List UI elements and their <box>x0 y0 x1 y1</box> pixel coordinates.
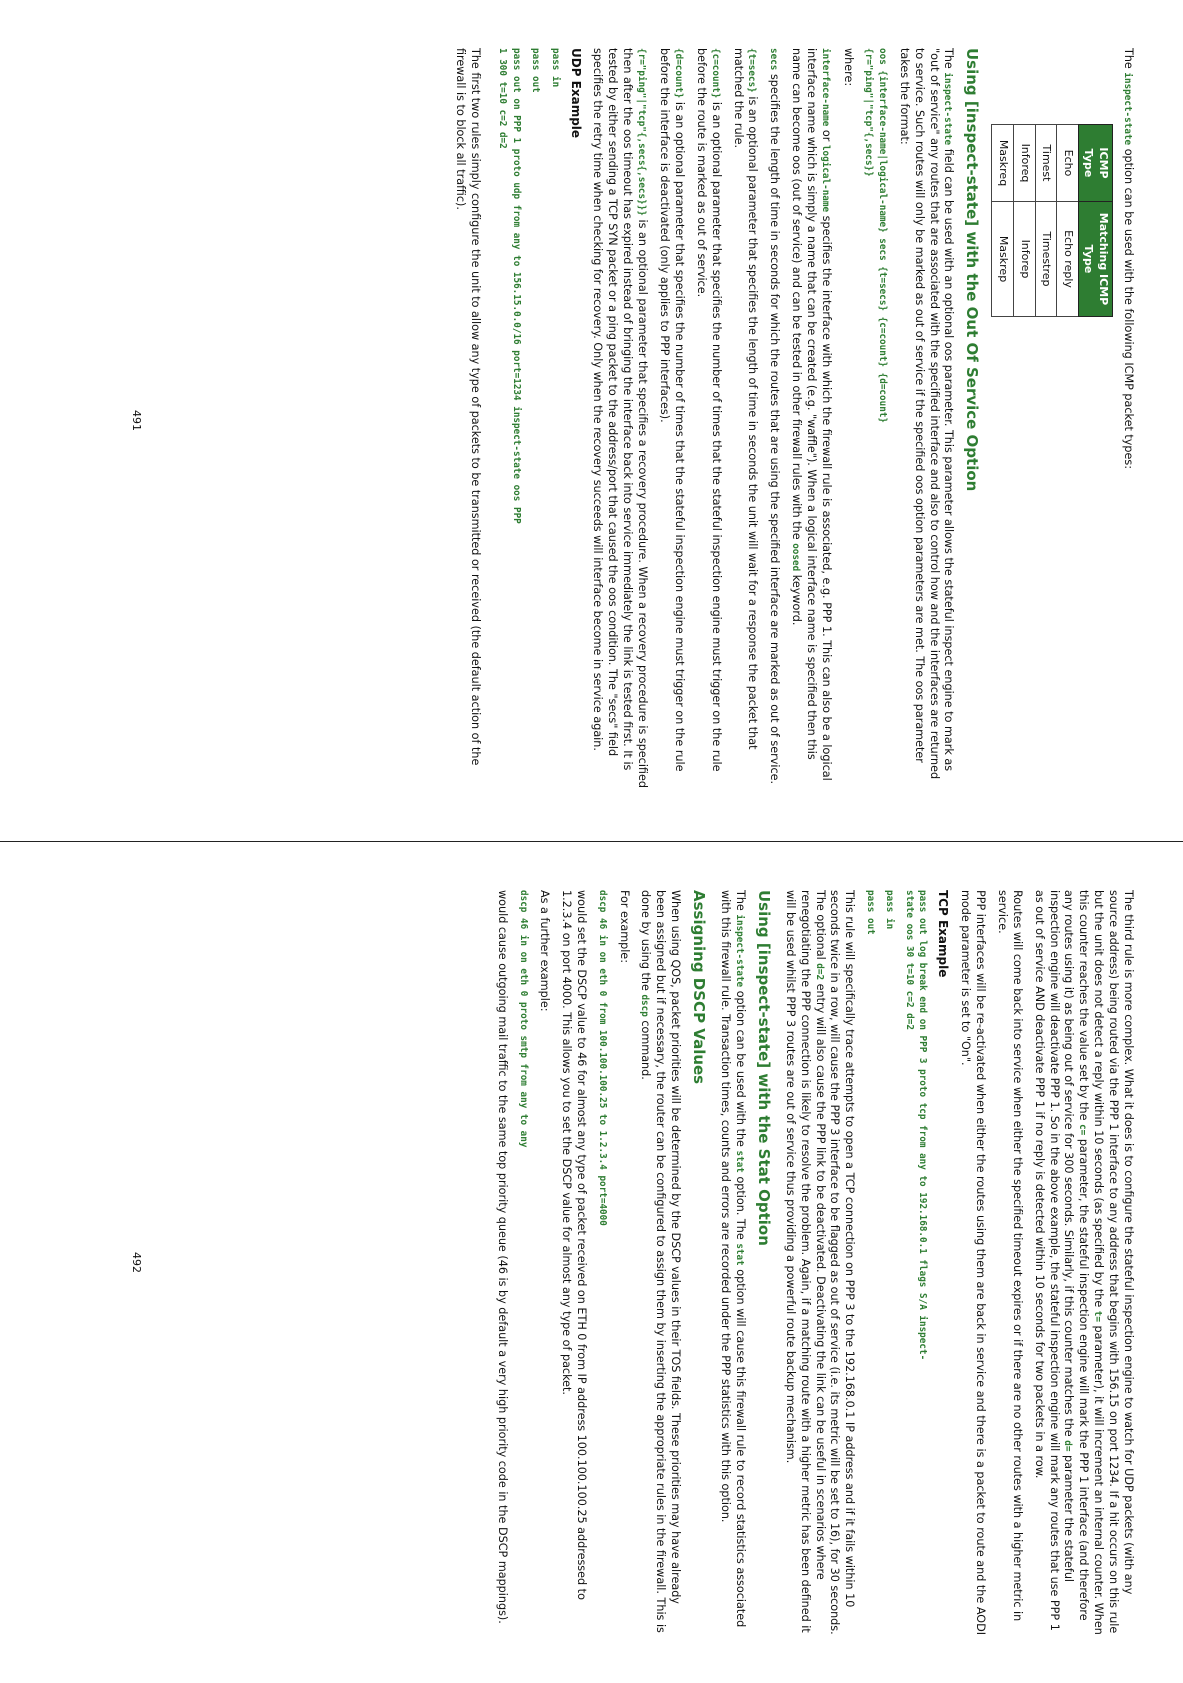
table-cell: Inforep <box>1013 202 1035 317</box>
dscp-example-code-2 <box>516 890 529 1635</box>
code-line: pass out log break end on PPP 3 proto tcp from any to 192.168.0.1 flags S/A inspect- <box>917 890 929 1361</box>
inline-code: d= <box>1062 1440 1074 1452</box>
inline-code: inspect-state <box>1122 72 1133 146</box>
dscp-intro-paragraph <box>638 890 683 1635</box>
inline-code: {t=secs} <box>746 48 758 93</box>
code-line: pass in <box>884 890 896 930</box>
for-example-label: For example: <box>617 890 631 963</box>
text-span: is an optional parameter that specifies the number of times that the stateful inspection engine must trigger on the rule before the route is marked as out of service. <box>694 48 723 772</box>
table-cell: Timest <box>1035 125 1057 202</box>
inline-code: logical-name <box>820 144 832 213</box>
code-line: pass in <box>549 48 561 88</box>
code-line: {r="ping"|"tcp"{,secs}} <box>863 48 875 177</box>
inline-code: stat <box>733 1150 745 1173</box>
text-span: parameter), it will increment an internal counter. When this counter reaches the value set by the <box>1077 890 1106 1635</box>
table-header-cell: Matching ICMP Type <box>1078 202 1112 317</box>
table-header-row <box>1078 125 1112 317</box>
further-example-label: As a further example: <box>538 890 552 1012</box>
inline-code: inspect-state <box>942 72 954 146</box>
inline-code: t= <box>1092 1310 1104 1322</box>
tcp-example-code <box>863 890 929 1635</box>
inline-code: stat <box>733 1243 745 1266</box>
oos-intro-paragraph <box>896 48 956 793</box>
udp-example-heading: UDP Example <box>568 48 583 139</box>
page-number: 492 <box>130 1252 143 1273</box>
code-line: pass out <box>864 890 876 935</box>
code-line: dscp 46 in on eth 0 from 100.100.100.25 to 1.2.3.4 port=4000 <box>596 890 608 1226</box>
table-cell: Timestrep <box>1035 202 1057 317</box>
text-span: When using QOS, packet priorities will be determined by the DSCP values in their TOS fields. These priorities may have already been assigned but if necessary, the router can be configured to assign them by inserting the appropriate rules in the firewall. This is done by using the <box>639 890 683 1633</box>
text-span: The third rule is more complex. What it does is to configure the stateful inspection engine to watch for UDP packets (with any source address) being routed via the PPP 1 interface to any address that begins with 156.15 on port 1234. If a hit occurs on this rule but the unit does not detect a reply within 10 seconds (as specified by the <box>1092 890 1135 1634</box>
udp-example-code <box>496 48 562 793</box>
text-span: specifies the length of time in seconds for which the routes that are using the specified interface are marked as out of service. <box>768 70 782 785</box>
page-491-content <box>445 48 1135 793</box>
text-span: or <box>820 126 834 145</box>
code-line: oos {interface-name|logical-name} secs {t=secs} {c=count} {d=count} <box>876 48 888 424</box>
inline-code: interface-name <box>820 48 832 127</box>
inline-code: {d=count} <box>672 48 684 99</box>
text-span: keyword. <box>790 571 804 626</box>
section-heading-stat: Using [inspect-state] with the Stat Option <box>754 890 773 1246</box>
text-span: entry will also cause the PPP link to be deactivated. Deactivating the link can be useful in scenarios where renegotiating the PPP connection is likely to resolve the problem. Again, if a matching route with a higher metric has been defined it will be used whilst PPP 3 routes are out of service thus providing a powerful route backup mechanism. <box>783 890 827 1633</box>
inline-code: inspect-state <box>733 914 745 988</box>
inline-code: {r="ping"|"tcp"{,secs{,secs}}} <box>636 48 648 216</box>
table-row <box>992 125 1014 317</box>
inline-code: dscp <box>639 994 651 1017</box>
udp-explanation-paragraph: The first two rules simply configure the unit to allow any type of packets to be transmitted or received (the default action of the firewall is to block all traffic). <box>453 48 482 766</box>
param-interface-paragraph <box>788 48 833 793</box>
param-d-paragraph <box>656 48 686 793</box>
inline-code: d=2 <box>813 963 825 981</box>
code-line: dscp 46 in on eth 0 proto smtp from any to any <box>517 890 529 1148</box>
table-header-cell: ICMP Type <box>1078 125 1112 202</box>
text-span: command. <box>639 1016 653 1080</box>
dscp-explanation-paragraph: would set the DSCP value to 46 for almost any type of packet received on ETH 0 from IP address 100.100.100.25 addressed to 1.2.3.4 on port 4000. This allows you to set the DSCP value for almost any type of packet. <box>560 890 589 1600</box>
page-492-content <box>487 890 1135 1635</box>
table-cell: Inforeq <box>1013 125 1035 202</box>
table-cell: Echo reply <box>1057 202 1079 317</box>
ppp-reactivate-paragraph: PPP interfaces will be re-activated when either the routes using them are back in service and there is a packet to route and the AODI mode parameter is set to "On". <box>959 890 987 1635</box>
icmp-type-table <box>991 124 1113 317</box>
page-492 <box>0 842 1183 1683</box>
table-cell: Echo <box>1057 125 1079 202</box>
inline-code: oosed <box>790 543 802 572</box>
routes-back-paragraph: Routes will come back into service when either the specified timeout expires or if there are no other routes with a higher metric in service. <box>995 890 1024 1622</box>
code-line: pass out <box>530 48 542 93</box>
text-span: parameter the stateful inspection engine will deactivate PPP 1. So in the above example, the stateful inspection engine will mark any routes that use PPP 1 as out of service AND deactivate PPP 1 if no reply is detected within 10 seconds for two packets in a row. <box>1032 890 1076 1631</box>
text-span: parameter, the stateful inspection engine will mark the PPP 1 interface (and therefore any routes using it) as being out of service for 300 seconds. Similarly, if this counter matches the <box>1062 890 1091 1621</box>
text-span: This rule will specifically trace attempts to open a TCP connection on PPP 3 to the 192.168.0.1 IP address and if it fails within 10 seconds twice in a row, will cause the PPP 3 interface to be flagged as out of service (i.e. its metric will be set to 16), for 30 seconds. The optional <box>813 890 857 1635</box>
inline-code: {c=count} <box>709 48 721 99</box>
table-row <box>1057 125 1079 317</box>
code-line: 1 300 t=10 c=2 d=2 <box>497 48 509 149</box>
tcp-explanation-paragraph <box>782 890 856 1635</box>
inline-code: c= <box>1077 1124 1089 1136</box>
text-span: option. The <box>733 1172 747 1244</box>
intro-post-text: option can be used with the following ICMP packet types: <box>1122 145 1135 470</box>
param-c-paragraph <box>693 48 723 793</box>
third-rule-paragraph <box>1031 890 1135 1635</box>
table-row <box>1013 125 1035 317</box>
param-secs-paragraph <box>766 48 781 793</box>
text-span: The <box>733 890 747 915</box>
section-heading-oos: Using [inspect-state] with the Out Of Service Option <box>963 48 982 492</box>
table-cell: Maskrep <box>992 202 1014 317</box>
table-cell: Maskreq <box>992 125 1014 202</box>
code-line: pass out on PPP 1 proto udp from any to 156.15.0.0/16 port=1234 inspect-state oos PPP <box>510 48 522 524</box>
text-span: is an optional parameter that specifies a recovery procedure. When a recovery procedure is specified then after the oos timeout has expired instead of bringing the interface back into service immediately the link is tested first. It is tested by either sending a TCP SYN packet or a ping packet to the address/port that caused the oos condition. The "secs" field specifies the retry time when checking for recovery. Only when the recovery succeeds will interface become in service again. <box>591 48 650 788</box>
text-span: field can be used with an optional oos parameter. This parameter allows the stateful inspect engine to mark as "out of service" any routes that are associated with the specified interface and also to control how and the interfaces are returned to service. Such routes will only be marked as out of service if the specified oos option parameters are met. The oos parameter takes the format: <box>897 48 956 780</box>
inline-code: secs <box>768 48 780 71</box>
tcp-example-heading: TCP Example <box>936 890 951 978</box>
page-491 <box>0 0 1183 841</box>
page-491-sheet <box>0 0 1183 841</box>
section-heading-dscp: Assigning DSCP Values <box>690 890 709 1085</box>
table-row <box>1035 125 1057 317</box>
code-line: state oos 30 t=10 c=2 d=2 <box>903 890 915 1030</box>
stat-paragraph <box>717 890 747 1635</box>
where-label: where: <box>841 48 855 87</box>
text-span: option can be used with the <box>733 987 747 1151</box>
text-span: is an optional parameter that specifies the number of times that the stateful inspection engine must trigger on the rule before the interface is deactivated (only applies to PPP interfaces). <box>658 48 686 772</box>
page-492-sheet <box>0 842 1183 1683</box>
dscp-example-code-1 <box>595 890 608 1635</box>
intro-pre-text: The <box>1122 48 1135 73</box>
oos-format-code <box>862 48 889 793</box>
param-t-paragraph <box>730 48 760 793</box>
page-number: 491 <box>130 410 143 431</box>
text-span: is an optional parameter that specifies the length of time in seconds the unit will wait for a response the packet that matched the rule. <box>731 48 760 750</box>
text-span: option will cause this firewall rule to record statistics associated with this firewall rule. Transaction times, counts and errors are recorded under the PPP statistics with this option. <box>719 890 747 1628</box>
param-r-paragraph <box>590 48 650 793</box>
text-span: specifies the interface with which the firewall rule is associated, e.g. PPP 1. This can also be a logical interface name which is simply a name that can be created (e.g. "waffle"). When a logical interface name is specified then this name can become oos (out of service) and can be tested in other firewall rules with the <box>790 48 834 781</box>
text-span: The <box>942 48 956 73</box>
mail-priority-paragraph: would cause outgoing mail traffic to the same top priority queue (46 is by default a very high priority code in the DSCP mappings). <box>496 890 510 1624</box>
intro-paragraph <box>1120 48 1135 793</box>
